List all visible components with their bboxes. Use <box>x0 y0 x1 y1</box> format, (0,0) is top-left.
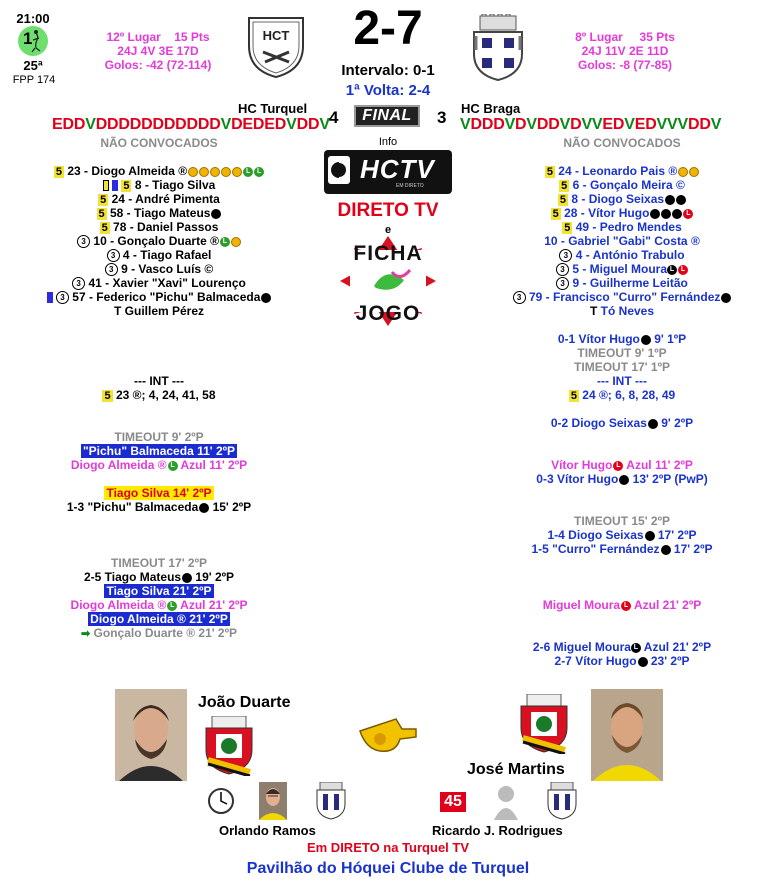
event-text: "Pichu" Balmaceda 11' 2ºP <box>82 444 236 458</box>
goal-ball-icon <box>661 209 671 219</box>
roster-row <box>40 262 278 276</box>
roster-row <box>40 192 278 206</box>
number-badge: 45 <box>440 792 466 812</box>
home-number: 4 <box>329 108 339 127</box>
event-text: 9' 1ºP <box>650 332 687 346</box>
away-nao-convocados: NÃO CONVOCADOS <box>563 136 681 150</box>
roster-row <box>498 206 746 220</box>
lineup-five-badge: 5 <box>123 180 130 192</box>
goal-ball-icon <box>676 195 686 205</box>
event-text: Azul 11' 2ºP <box>177 458 248 472</box>
other-official-crest-icon <box>545 782 579 823</box>
svg-text:HCT: HCT <box>262 28 290 43</box>
lineup-five-badge: 5 <box>561 180 568 192</box>
event-text: Azul 11' 2ºP <box>623 458 693 472</box>
event-row <box>40 584 278 598</box>
roster-row <box>40 178 278 192</box>
player-name: 4 - António Trabulo <box>575 248 685 262</box>
goal-ball-icon <box>211 209 221 219</box>
event-row <box>498 542 746 556</box>
player-name: 58 - Tiago Mateus <box>109 206 211 220</box>
lineup-five-badge: 5 <box>559 194 567 206</box>
lineup-five-badge: 5 <box>98 208 105 220</box>
event-row <box>40 570 278 584</box>
green-card-icon: L <box>243 167 253 177</box>
player-name: 9 - Guilherme Leitão <box>572 276 688 290</box>
yellow-ball-icon <box>199 167 209 177</box>
roster-row <box>498 290 746 304</box>
event-text: Azul 21' 2ºP <box>177 598 248 612</box>
form-letter: V <box>526 116 537 133</box>
event-row <box>498 332 746 346</box>
red-card-icon: L <box>683 209 693 219</box>
event-row <box>498 654 746 668</box>
substitution-arrow-icon: ➡ <box>80 628 91 640</box>
form-letter: DD <box>296 116 320 133</box>
player-name: 8 - Tiago Silva <box>134 178 216 192</box>
card-bar-icon <box>112 180 118 191</box>
bench-badge: 3 <box>556 277 569 290</box>
form-letter: ED <box>634 116 657 133</box>
form-letter: V <box>220 116 232 133</box>
halftime-score: Intervalo: 0-1 <box>341 62 435 79</box>
final-score: 2-7 <box>353 2 423 55</box>
event-text: TIMEOUT 15' 2ºP <box>574 514 670 528</box>
away-int-title: --- INT --- <box>597 374 647 388</box>
event-text: 17' 2ºP <box>670 542 713 556</box>
round-badge-icon: 1 <box>18 26 48 56</box>
black-card-icon: L <box>667 265 677 275</box>
final-badge: FINAL <box>354 105 420 127</box>
player-name: 24 - Leonardo Pais ® <box>558 164 678 178</box>
timekeeper-name: Orlando Ramos <box>219 823 316 838</box>
roster-row <box>498 234 746 248</box>
home-nao-convocados: NÃO CONVOCADOS <box>100 136 218 150</box>
event-row <box>40 458 278 472</box>
person-placeholder-icon <box>492 784 520 823</box>
event-text: 1-5 "Curro" Fernández <box>531 542 660 556</box>
form-letter: VV <box>581 116 603 133</box>
event-text: TIMEOUT 9' 2ºP <box>114 430 204 444</box>
event-row <box>498 640 746 654</box>
event-row <box>40 430 278 444</box>
roster-row <box>40 290 278 304</box>
event-row <box>40 486 278 500</box>
form-letter: V <box>504 116 516 133</box>
event-text: TIMEOUT 17' 2ºP <box>111 556 207 570</box>
goal-ball-icon <box>261 293 271 303</box>
event-row <box>40 444 278 458</box>
event-row <box>498 598 746 612</box>
event-row <box>40 612 278 626</box>
home-int-line: 5 23 ®; 4, 24, 41, 58 <box>104 388 216 402</box>
hctv-logo[interactable]: HCTV EM DIRETO <box>324 150 452 194</box>
lineup-five-badge: 5 <box>55 166 63 178</box>
home-stats: 12º Lugar 15 Pts 24J 4V 3E 17D Golos: -42 (72-114) <box>104 30 212 72</box>
coach-icon: T <box>113 304 122 318</box>
form-letter: D <box>252 116 265 133</box>
form-letter: DD <box>62 116 86 133</box>
player-name: 5 - Miguel Moura <box>572 262 667 276</box>
form-letter: ED <box>602 116 625 133</box>
referee2-crest-icon <box>517 694 571 757</box>
home-int-title: --- INT --- <box>134 374 184 388</box>
roster-row <box>40 206 278 220</box>
yellow-ball-icon <box>678 167 688 177</box>
form-letter: VVV <box>656 116 688 133</box>
info-link[interactable]: Info <box>378 136 398 148</box>
bench-badge: 3 <box>559 249 572 262</box>
event-text: 2-6 Miguel Moura <box>532 640 631 654</box>
ficha-jogo-logo[interactable]: FICHA JOGO <box>336 234 440 328</box>
event-row <box>498 514 746 528</box>
form-letter: V <box>710 116 722 133</box>
fpp-code: FPP 174 <box>12 74 56 86</box>
player-name: 9 - Vasco Luís © <box>121 262 214 276</box>
player-name: Tó Neves <box>600 304 655 318</box>
card-bar-icon <box>47 292 53 303</box>
roster-row <box>40 304 278 318</box>
event-row <box>498 416 746 430</box>
bench-badge: 3 <box>513 291 526 304</box>
form-letter: D <box>274 116 287 133</box>
other-official-name: Ricardo J. Rodrigues <box>432 823 563 838</box>
player-name: 24 - André Pimenta <box>111 192 220 206</box>
live-note[interactable]: Em DIRETO na Turquel TV <box>306 840 470 855</box>
goal-ball-icon <box>650 209 660 219</box>
referee1-name: João Duarte <box>198 694 291 711</box>
form-letter: DE <box>231 116 253 133</box>
form-letter: V <box>460 116 471 133</box>
event-row <box>498 458 746 472</box>
event-text: Tiago Silva 21' 2ºP <box>106 584 212 598</box>
home-form <box>52 116 330 134</box>
event-text: TIMEOUT 9' 1ºP <box>577 346 667 360</box>
red-card-icon: L <box>613 461 623 471</box>
timekeeper-crest-icon <box>314 782 348 823</box>
event-text: TIMEOUT 17' 1ºP <box>574 360 670 374</box>
roster-row <box>40 248 278 262</box>
bench-badge: 3 <box>105 263 118 276</box>
event-text: 1-4 Diogo Seixas <box>547 528 644 542</box>
goal-ball-icon <box>641 335 651 345</box>
player-name: 57 - Federico "Pichu" Balmaceda <box>72 290 261 304</box>
away-roster <box>498 164 746 318</box>
event-text: 13' 2ºP (PwP) <box>629 472 708 486</box>
yellow-ball-icon <box>210 167 220 177</box>
form-letter: DDD <box>470 116 505 133</box>
roster-row <box>498 178 746 192</box>
roster-row <box>40 164 278 178</box>
form-letter: V <box>85 116 96 133</box>
event-text: 15' 2ºP <box>209 500 252 514</box>
bench-badge: 3 <box>72 277 85 290</box>
event-row <box>498 528 746 542</box>
player-name: 10 - Gabriel "Gabi" Costa ® <box>544 234 700 248</box>
roster-row <box>498 220 746 234</box>
home-crest-icon <box>243 14 309 83</box>
player-name: 78 - Daniel Passos <box>113 220 219 234</box>
referee2-photo <box>591 689 663 781</box>
red-card-icon: L <box>678 265 688 275</box>
form-letter: D <box>515 116 527 133</box>
and-label: e <box>384 224 392 236</box>
referee1-photo <box>115 689 187 781</box>
roster-row <box>498 262 746 276</box>
form-letter: V <box>286 116 297 133</box>
referee1-crest-icon <box>202 716 256 779</box>
referee2-name: José Martins <box>467 761 565 778</box>
roster-row <box>498 304 746 318</box>
event-row <box>40 556 278 570</box>
green-card-icon: L <box>220 237 230 247</box>
card-bar-icon <box>103 180 109 191</box>
event-row <box>40 626 278 640</box>
whistle-icon <box>356 713 422 758</box>
form-letter: DDDDDDDDDDD <box>95 116 221 133</box>
goal-ball-icon <box>721 293 731 303</box>
form-letter: E <box>52 116 63 133</box>
event-text: Diogo Almeida ® <box>70 598 167 612</box>
roster-row <box>498 276 746 290</box>
goal-ball-icon <box>638 657 648 667</box>
event-text: Azul 21' 2ºP <box>640 640 712 654</box>
first-leg-score: 1ª Volta: 2-4 <box>345 82 431 99</box>
event-text: Vítor Hugo <box>551 458 613 472</box>
home-roster <box>40 164 278 318</box>
away-stats: 8º Lugar 35 Pts 24J 11V 2E 11D Golos: -8 (77-85) <box>575 30 675 72</box>
form-letter: V <box>319 116 330 133</box>
green-card-icon: L <box>254 167 264 177</box>
goal-ball-icon <box>665 195 675 205</box>
green-card-icon: L <box>167 601 177 611</box>
event-text: Azul 21' 2ºP <box>631 598 702 612</box>
lineup-five-badge: 5 <box>101 222 108 234</box>
away-team-name: HC Braga <box>461 101 521 116</box>
roster-row <box>498 164 746 178</box>
away-number: 3 <box>437 108 447 127</box>
player-name: 8 - Diogo Seixas <box>571 192 665 206</box>
event-row <box>40 598 278 612</box>
player-name: 49 - Pedro Mendes <box>575 220 682 234</box>
roster-row <box>40 276 278 290</box>
event-text: 23' 2ºP <box>647 654 690 668</box>
red-card-icon: L <box>621 601 631 611</box>
event-text: Diogo Almeida ® <box>70 458 167 472</box>
event-text: Diogo Almeida ® 21' 2ºP <box>90 612 228 626</box>
yellow-ball-icon <box>689 167 699 177</box>
player-name: Guillem Pérez <box>124 304 205 318</box>
goal-ball-icon <box>182 573 192 583</box>
event-text: 0-3 Vítor Hugo <box>536 472 619 486</box>
yellow-ball-icon <box>188 167 198 177</box>
match-time: 21:00 <box>16 11 50 26</box>
event-text: 1-3 "Pichu" Balmaceda <box>66 500 199 514</box>
green-card-icon: L <box>168 461 178 471</box>
home-team-name: HC Turquel <box>238 101 308 116</box>
yellow-ball-icon <box>221 167 231 177</box>
form-letter: V <box>559 116 571 133</box>
event-text: Tiago Silva 14' 2ºP <box>106 486 212 500</box>
lineup-five-badge: 5 <box>100 194 107 206</box>
event-text: Gonçalo Duarte ® 21' 2ºP <box>90 626 237 640</box>
bench-badge: 3 <box>556 263 569 276</box>
event-text: 9' 2ºP <box>657 416 694 430</box>
event-row <box>498 472 746 486</box>
yellow-ball-icon <box>232 167 242 177</box>
roster-row <box>40 220 278 234</box>
goal-ball-icon <box>199 503 209 513</box>
goal-ball-icon <box>661 545 671 555</box>
player-name: 79 - Francisco "Curro" Fernández <box>528 290 721 304</box>
player-name: 4 - Tiago Rafael <box>122 248 212 262</box>
form-letter: E <box>264 116 275 133</box>
form-letter: V <box>624 116 635 133</box>
goal-ball-icon <box>645 531 655 541</box>
black-card-icon: L <box>631 643 641 653</box>
away-crest-icon <box>468 14 528 85</box>
roster-row <box>40 234 278 248</box>
round-number: 25ª <box>23 58 43 73</box>
form-letter: D <box>570 116 582 133</box>
player-name: 6 - Gonçalo Meira © <box>572 178 685 192</box>
lineup-five-badge: 5 <box>564 222 571 234</box>
bench-badge: 3 <box>107 249 120 262</box>
event-text: 2-7 Vítor Hugo <box>554 654 637 668</box>
timekeeper-photo <box>259 782 287 820</box>
coach-icon: T <box>589 304 598 318</box>
goal-ball-icon <box>672 209 682 219</box>
player-name: 23 - Diogo Almeida ® <box>67 164 188 178</box>
clock-icon <box>207 787 235 818</box>
roster-row <box>498 192 746 206</box>
event-text: 19' 2ºP <box>192 570 235 584</box>
event-text: 17' 2ºP <box>654 528 697 542</box>
form-letter: DD <box>536 116 560 133</box>
event-text: Miguel Moura <box>542 598 621 612</box>
venue: Pavilhão do Hóquei Clube de Turquel <box>246 860 530 877</box>
lineup-five-badge: 5 <box>552 208 559 220</box>
yellow-ball-icon <box>231 237 241 247</box>
event-row <box>498 346 746 360</box>
roster-row <box>498 248 746 262</box>
event-text: 0-2 Diogo Seixas <box>550 416 647 430</box>
away-int-line: 5 24 ®; 6, 8, 28, 49 <box>570 388 676 402</box>
lineup-five-badge: 5 <box>546 166 553 178</box>
bench-badge: 3 <box>77 235 90 248</box>
event-row <box>40 500 278 514</box>
event-text: 0-1 Vítor Hugo <box>557 332 640 346</box>
bench-badge: 3 <box>56 291 69 304</box>
form-letter: DD <box>687 116 711 133</box>
away-form <box>460 116 721 134</box>
player-name: 28 - Vítor Hugo <box>564 206 650 220</box>
event-row <box>498 360 746 374</box>
player-name: 10 - Gonçalo Duarte ® <box>93 234 219 248</box>
goal-ball-icon <box>619 475 629 485</box>
direto-tv-link[interactable]: DIRETO TV <box>337 200 439 221</box>
goal-ball-icon <box>648 419 658 429</box>
player-name: 41 - Xavier "Xavi" Lourenço <box>88 276 246 290</box>
event-text: 2-5 Tiago Mateus <box>83 570 182 584</box>
